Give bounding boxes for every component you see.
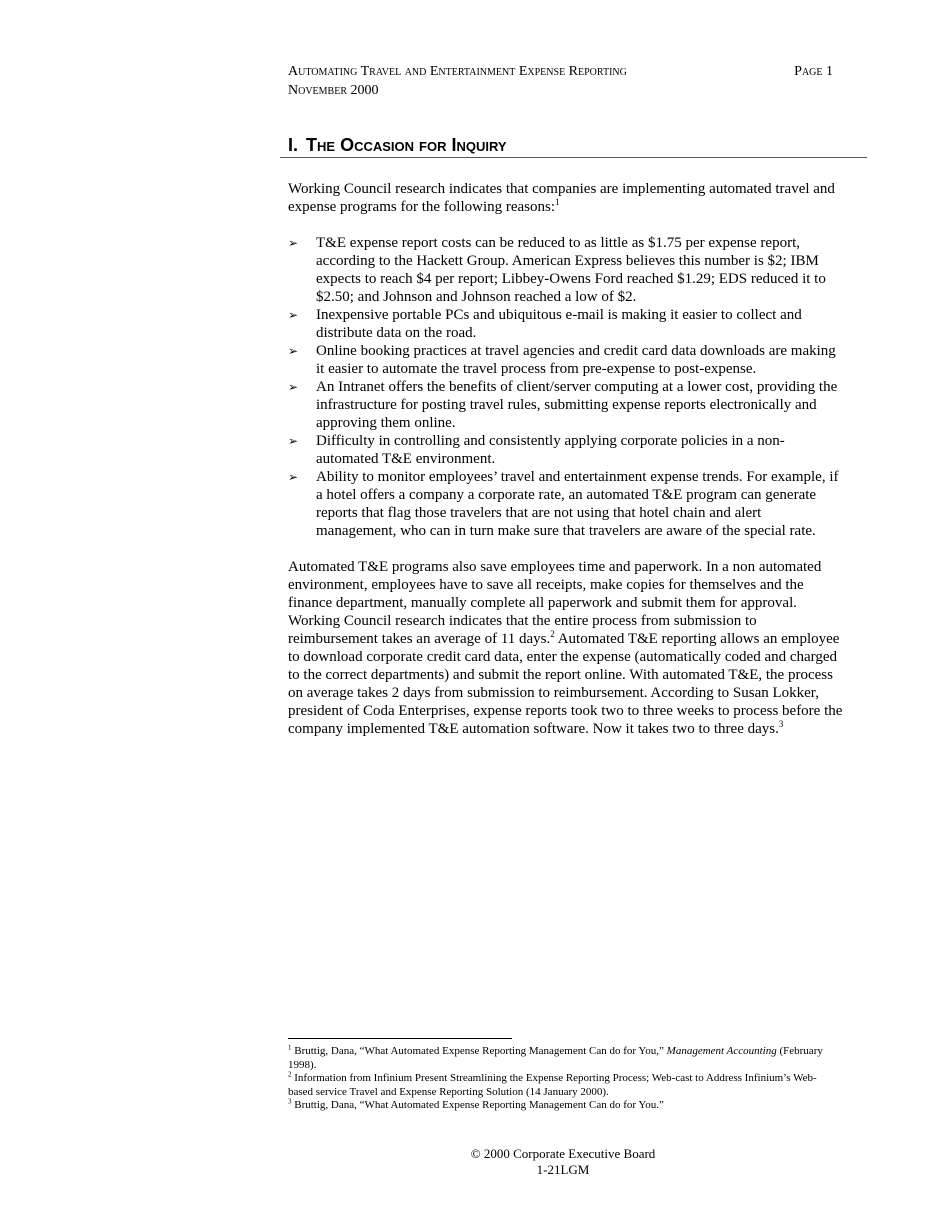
- copyright: © 2000 Corporate Executive Board: [470, 1146, 656, 1161]
- footnote-divider: [288, 1038, 512, 1039]
- closing-paragraph: [288, 558, 843, 738]
- arrow-bullet-icon: ➢: [288, 344, 299, 358]
- list-item-text: An Intranet offers the benefits of client/server computing at a lower cost, providing the infrastructure for posting travel rules, submitting expense reports electronically and approving them online.: [316, 379, 838, 431]
- list-item: [288, 468, 843, 540]
- footnote-number: 1: [288, 1043, 292, 1052]
- footnote-number: 2: [288, 1070, 292, 1079]
- closing-text-1: Automated T&E programs also save employees time and paperwork. In a non automated environment, employees have to save all receipts, make copies for themselves and the finance department, manually complete all paperwork and submit them for approval. Working Council research indicates that the entire process from submission to reimbursement takes an average of 11 days.: [288, 559, 822, 647]
- section-number: I.: [288, 135, 299, 155]
- intro-text: Working Council research indicates that companies are implementing automated travel and expense programs for the following reasons:: [288, 181, 835, 215]
- footnote: [288, 1045, 833, 1072]
- document-date: November 2000: [288, 83, 379, 98]
- closing-text-2: Automated T&E reporting allows an employee to download corporate credit card data, enter the expense (automatically coded and charged to the correct departments) and submit the report online. With automated T&E, the process on average takes 2 days from submission to reimbursement. According to Susan Lokker, president of Coda Enterprises, expense reports took two to three weeks to process before the company implemented T&E automation software. Now it takes two to three days.: [288, 631, 843, 737]
- section-title: The Occasion for Inquiry: [306, 135, 507, 155]
- body-content: [288, 180, 843, 738]
- section-heading: [280, 134, 867, 158]
- footnote-text: Bruttig, Dana, “What Automated Expense Reporting Management Can do for You,”: [291, 1045, 667, 1057]
- list-item-text: Difficulty in controlling and consistently applying corporate policies in a non-automated T&E environment.: [316, 433, 785, 467]
- arrow-bullet-icon: ➢: [288, 308, 299, 322]
- page-footer: [288, 1146, 838, 1178]
- list-item-text: Inexpensive portable PCs and ubiquitous e-mail is making it easier to collect and distribute data on the road.: [316, 307, 802, 341]
- list-item-text: T&E expense report costs can be reduced to as little as $1.75 per expense report, according to the Hackett Group. American Express believes this number is $2; IBM expects to reach $4 per report; Libbey-Owens Ford reached $1.29; EDS reduced it to $2.50; and Johnson and Johnson reached a low of $2.: [316, 235, 826, 305]
- footnote-ref: 2: [550, 629, 555, 639]
- footnote: [288, 1072, 833, 1099]
- list-item: [288, 378, 843, 432]
- arrow-bullet-icon: ➢: [288, 236, 299, 250]
- footnote-text: Bruttig, Dana, “What Automated Expense Reporting Management Can do for You.”: [291, 1099, 664, 1111]
- list-item: [288, 342, 843, 378]
- arrow-bullet-icon: ➢: [288, 470, 299, 484]
- reasons-list: [288, 234, 843, 540]
- list-item: [288, 432, 843, 468]
- intro-paragraph: [288, 180, 843, 216]
- arrow-bullet-icon: ➢: [288, 434, 299, 448]
- footnote-text: (February 1998).: [288, 1045, 823, 1071]
- arrow-bullet-icon: ➢: [288, 380, 299, 394]
- page-header: [288, 62, 833, 100]
- document-code: 1-21LGM: [536, 1162, 590, 1177]
- list-item: [288, 306, 843, 342]
- page-number: Page 1: [794, 64, 833, 79]
- list-item-text: Online booking practices at travel agencies and credit card data downloads are making it easier to automate the travel process from pre-expense to post-expense.: [316, 343, 836, 377]
- footnotes: [288, 1045, 833, 1113]
- document-title: Automating Travel and Entertainment Expense Reporting: [288, 64, 627, 79]
- list-item-text: Ability to monitor employees’ travel and entertainment expense trends. For example, if a hotel offers a company a corporate rate, an automated T&E program can generate reports that flag those travelers that are not using that hotel chain and alert management, who can in turn make sure that travelers are aware of the special rate.: [316, 469, 839, 539]
- footnote-publication: Management Accounting: [666, 1045, 777, 1057]
- list-item: [288, 234, 843, 306]
- footnote-number: 3: [288, 1097, 292, 1106]
- footnote-ref: 3: [778, 719, 784, 729]
- footnote-ref: 1: [555, 197, 560, 207]
- footnote: [288, 1099, 833, 1113]
- footnote-text: Information from Infinium Present Streamlining the Expense Reporting Process; Web-cast to Address Infinium’s Web-based service Travel and Expense Reporting Solution (14 January 2000).: [288, 1072, 817, 1098]
